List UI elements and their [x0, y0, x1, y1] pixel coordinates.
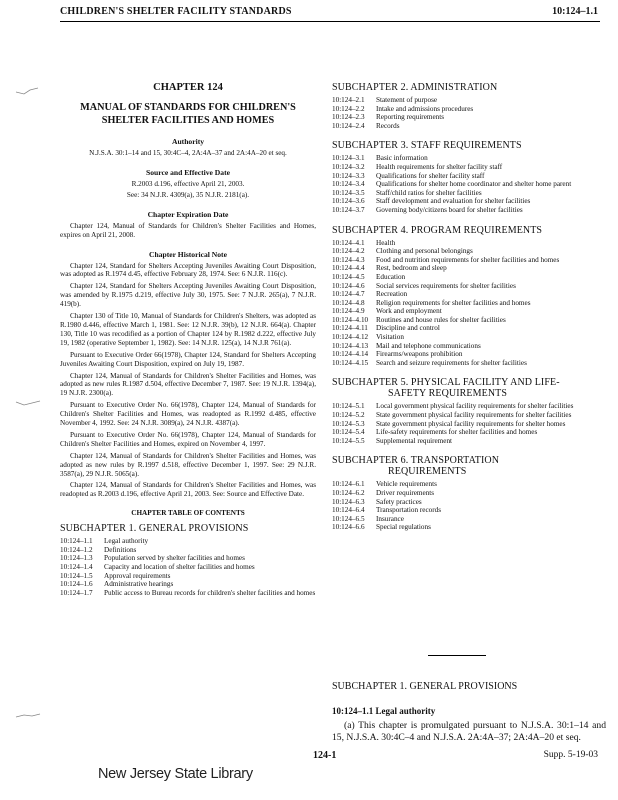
toc-item[interactable]: [60, 589, 316, 598]
toc-item-number: 10:124–3.5: [332, 188, 365, 197]
toc-item-number: 10:124–5.2: [332, 411, 365, 420]
toc-item-title: Food and nutrition requirements for shelter facilities and homes: [376, 255, 560, 264]
toc-item-number: 10:124–2.2: [332, 104, 365, 113]
toc-item-title: Transportation records: [376, 506, 442, 515]
history-para: Chapter 124, Manual of Standards for Children's Shelter Facilities and Homes, was readopted as R.2003 d.196, effective April 21, 2003. See: Source and Effective Date.: [60, 481, 316, 499]
toc-item[interactable]: [60, 554, 316, 563]
toc-item[interactable]: [332, 290, 606, 299]
toc-item[interactable]: [332, 342, 606, 351]
authority-text: N.J.S.A. 30:1–14 and 15, 30:4C–4, 2A:4A–37 and 2A:4A–20 et seq.: [89, 149, 287, 157]
chapter-subtitle: [60, 101, 316, 127]
subchapter-title: SUBCHAPTER 3. STAFF REQUIREMENTS: [332, 140, 522, 152]
toc-item[interactable]: [332, 154, 606, 163]
toc-item[interactable]: [332, 523, 606, 532]
toc-item-title: Administrative hearings: [104, 580, 174, 589]
toc-item-title: Staff development and evaluation for shelter facilities: [376, 197, 531, 206]
toc-item-number: 10:124–5.3: [332, 419, 365, 428]
toc-item-title: Search and seizure requirements for shelter facilities: [376, 358, 527, 367]
toc-item-title: Legal authority: [104, 537, 149, 546]
body-section-title: 10:124–1.1 Legal authority: [332, 706, 436, 716]
history-para: Chapter 124, Standard for Shelters Accepting Juveniles Awaiting Court Disposition, was adopted as R.1974 d.45, effective February 28, 1974. See: 6 N.J.R. 116(c).: [60, 261, 316, 279]
body-paragraph: (a) This chapter is promulgated pursuant to N.J.S.A. 30:1–14 and 15, N.J.S.A. 30:4C–4 and N.J.S.A. 2A:4A–37; 2A:4A–20 et seq.: [332, 720, 606, 744]
subchapter-heading: SUBCHAPTER 1. GENERAL PROVISIONS: [60, 523, 249, 535]
toc-item-number: 10:124–4.2: [332, 247, 365, 256]
toc-item[interactable]: [60, 563, 316, 572]
toc-list: [332, 480, 606, 532]
subchapter-heading: [332, 82, 606, 93]
subchapter-title-continued: SAFETY REQUIREMENTS: [388, 388, 508, 400]
toc-item-title: Social services requirements for shelter facilities: [376, 281, 516, 290]
subchapter-title: SUBCHAPTER 6. TRANSPORTATION: [332, 455, 500, 467]
toc-item-number: 10:124–1.2: [60, 545, 93, 554]
toc-item[interactable]: [332, 197, 606, 206]
header-rule: [60, 21, 600, 22]
toc-item[interactable]: [332, 359, 606, 368]
toc-item-number: 10:124–1.6: [60, 580, 93, 589]
toc-item[interactable]: [332, 163, 606, 172]
toc-item-title: Vehicle requirements: [376, 480, 437, 489]
section-divider: [428, 655, 486, 656]
toc-item-title: Records: [376, 121, 400, 130]
toc-item[interactable]: [332, 480, 606, 489]
toc-item-number: 10:124–3.3: [332, 171, 365, 180]
toc-item[interactable]: [332, 411, 606, 420]
supplement-date: Supp. 5-19-03: [543, 750, 598, 760]
toc-item[interactable]: [332, 180, 606, 189]
toc-heading: CHAPTER TABLE OF CONTENTS: [131, 509, 245, 518]
toc-item[interactable]: [332, 282, 606, 291]
toc-item[interactable]: [60, 580, 316, 589]
toc-item[interactable]: [332, 256, 606, 265]
toc-item-title: Public access to Bureau records for children's shelter facilities and homes: [104, 588, 316, 597]
toc-item-number: 10:124–3.6: [332, 197, 365, 206]
expiration-heading: Chapter Expiration Date: [147, 209, 229, 219]
history-para: Chapter 124, Manual of Standards for Children's Shelter Facilities and Homes, was adopted as new rules by R.1997 d.518, effective December 1, 1997. See: 29 N.J.R. 3587(a), 29 N.J.R. 5065(a).: [60, 451, 316, 478]
toc-item[interactable]: [332, 489, 606, 498]
toc-item-number: 10:124–5.4: [332, 428, 365, 437]
toc-item-number: 10:124–1.7: [60, 588, 93, 597]
history-para: Chapter 124, Manual of Standards for Children's Shelter Facilities and Homes, was adopted as new rules R.1987 d.504, effective December 7, 1987. See: 19 N.J.R. 1394(a), 19 N.J.R. 2300(a).: [60, 371, 316, 398]
toc-item-title: Approval requirements: [104, 571, 171, 580]
toc-item-title: Work and employment: [376, 307, 442, 316]
toc-item[interactable]: [332, 247, 606, 256]
right-column: [332, 82, 606, 532]
toc-item-number: 10:124–3.2: [332, 162, 365, 171]
toc-item-number: 10:124–4.11: [332, 324, 368, 333]
toc-item-title: Visitation: [376, 333, 404, 342]
toc-item-title: Clothing and personal belongings: [376, 247, 473, 256]
toc-item-title: Statement of purpose: [376, 96, 438, 104]
toc-item-number: 10:124–4.6: [332, 281, 365, 290]
toc-item-number: 10:124–3.1: [332, 154, 365, 163]
toc-item-title: Health: [376, 238, 396, 247]
toc-item[interactable]: [332, 498, 606, 507]
toc-item[interactable]: [332, 239, 606, 248]
toc-item[interactable]: [332, 316, 606, 325]
toc-item[interactable]: [332, 264, 606, 273]
toc-item-number: 10:124–4.10: [332, 315, 369, 324]
toc-item-title: Driver requirements: [376, 489, 435, 497]
toc-item[interactable]: [332, 307, 606, 316]
toc-item-number: 10:124–6.1: [332, 480, 365, 489]
toc-item-title: Insurance: [376, 514, 404, 523]
toc-item-number: 10:124–6.5: [332, 514, 365, 523]
toc-item[interactable]: [332, 113, 606, 122]
toc-item-number: 10:124–5.1: [332, 402, 365, 411]
toc-item-number: 10:124–5.5: [332, 436, 365, 445]
toc-item-title: Basic information: [376, 154, 428, 163]
toc-item-title: Safety practices: [376, 497, 422, 506]
toc-item-number: 10:124–4.13: [332, 341, 369, 350]
toc-item[interactable]: [332, 122, 606, 131]
library-stamp: New Jersey State Library: [98, 766, 253, 782]
toc-item-title: Rest, bedroom and sleep: [376, 264, 447, 273]
toc-item-number: 10:124–1.5: [60, 571, 93, 580]
history-para: Chapter 124, Standard for Shelters Accepting Juveniles Awaiting Court Disposition, was amended by R.1975 d.219, effective July 30, 1975. See: 7 N.J.R. 265(a), 7 N.J.R. 419(b).: [60, 282, 316, 309]
margin-scan-mark: [14, 710, 42, 720]
toc-item-title: Mail and telephone communications: [376, 341, 481, 350]
toc-item-title: Life-safety requirements for shelter facilities and homes: [376, 428, 538, 437]
toc-item[interactable]: [332, 420, 606, 429]
subchapter-heading: [332, 377, 606, 399]
toc-item-title: Governing body/citizens board for shelter facilities: [376, 205, 523, 214]
toc-list: [60, 537, 316, 597]
toc-item-number: 10:124–6.2: [332, 489, 365, 497]
toc-item-title: State government physical facility requirements for shelter homes: [376, 419, 566, 428]
toc-item-number: 10:124–4.4: [332, 264, 365, 273]
history-para: Chapter 130 of Title 10, Manual of Standards for Children's Shelters, was adopted as R.1980 d.446, effective March 1, 1981. See: 12 N.J.R. 39(b), 12 N.J.R. 664(a). Chapter 130, Title 10 was recodified as a portion of Chapter 124 by R.1982 d.222, effective July 19, 1982 (operative September 1, 1982). See: 14 N.J.R. 125(a), 14 N.J.R 761(a).: [60, 312, 316, 347]
toc-item-number: 10:124–4.5: [332, 272, 365, 281]
toc-item-number: 10:124–4.14: [332, 350, 369, 359]
toc-item[interactable]: [332, 515, 606, 524]
toc-item[interactable]: [332, 402, 606, 411]
toc-item-number: 10:124–4.8: [332, 298, 365, 307]
toc-item-title: Local government physical facility requirements for shelter facilities: [376, 402, 574, 411]
source-heading: Source and Effective Date: [145, 167, 230, 177]
source-line: See: 34 N.J.R. 4309(a), 35 N.J.R. 2181(a).: [126, 190, 250, 199]
subchapter-heading: [332, 455, 606, 477]
history-para: Pursuant to Executive Order No. 66(1978), Chapter 124, Manual of Standards for Children's Shelter Facilities and Homes, expired on November 4, 1997.: [60, 430, 316, 448]
toc-item-number: 10:124–6.4: [332, 506, 365, 515]
toc-item[interactable]: [332, 506, 606, 515]
chapter-title: CHAPTER 124: [153, 82, 223, 93]
toc-item[interactable]: [332, 189, 606, 198]
toc-item-number: 10:124–4.15: [332, 358, 369, 367]
toc-item-title: Intake and admissions procedures: [376, 104, 474, 113]
subchapter-heading: [332, 140, 606, 151]
toc-item-title: Staff/child ratios for shelter facilities: [376, 188, 482, 197]
toc-item-number: 10:124–3.4: [332, 180, 365, 189]
toc-item-title: Discipline and control: [376, 324, 440, 333]
toc-item-number: 10:124–4.9: [332, 307, 365, 316]
margin-scan-mark: [14, 86, 42, 96]
toc-item[interactable]: [332, 172, 606, 181]
toc-item[interactable]: [332, 428, 606, 437]
toc-item-number: 10:124–2.4: [332, 121, 365, 130]
toc-item-number: 10:124–3.7: [332, 205, 365, 214]
margin-scan-mark: [14, 398, 42, 408]
chapter-subtitle-line: MANUAL OF STANDARDS FOR CHILDREN'S: [80, 102, 296, 113]
body-subchapter-heading: SUBCHAPTER 1. GENERAL PROVISIONS: [332, 681, 518, 692]
toc-item[interactable]: [332, 273, 606, 282]
toc-item[interactable]: [332, 333, 606, 342]
toc-item[interactable]: [332, 299, 606, 308]
toc-item-title: Firearms/weapons prohibition: [376, 350, 463, 359]
toc-item-number: 10:124–2.1: [332, 96, 365, 104]
left-column: [60, 82, 316, 597]
toc-item-title: Education: [376, 272, 406, 281]
toc-item-title: Special regulations: [376, 523, 431, 532]
chapter-subtitle-line: SHELTER FACILITIES AND HOMES: [101, 115, 275, 126]
toc-item-number: 10:124–4.1: [332, 238, 365, 247]
subchapter-title: SUBCHAPTER 5. PHYSICAL FACILITY AND LIFE-: [332, 377, 560, 389]
toc-item-title: Routines and house rules for shelter facilities: [376, 315, 506, 324]
toc-item-title: State government physical facility requirements for shelter facilities: [376, 411, 572, 420]
history-heading: Chapter Historical Note: [149, 249, 227, 259]
toc-item-number: 10:124–2.3: [332, 113, 365, 122]
toc-item[interactable]: [332, 206, 606, 215]
subchapter-title: SUBCHAPTER 4. PROGRAM REQUIREMENTS: [332, 224, 543, 236]
toc-item[interactable]: [332, 350, 606, 359]
toc-item-title: Health requirements for shelter facility staff: [376, 162, 503, 171]
toc-item-title: Qualifications for shelter home coordinator and shelter home parent: [376, 180, 572, 189]
toc-item-title: Capacity and location of shelter facilities and homes: [104, 563, 255, 572]
toc-item[interactable]: [60, 572, 316, 581]
toc-item[interactable]: [60, 546, 316, 555]
toc-item[interactable]: [332, 96, 606, 105]
toc-item-title: Recreation: [376, 290, 408, 299]
toc-item-number: 10:124–4.3: [332, 255, 365, 264]
toc-item-title: Reporting requirements: [376, 113, 445, 122]
subchapter-title: SUBCHAPTER 2. ADMINISTRATION: [332, 82, 498, 93]
history-para: Pursuant to Executive Order 66(1978), Chapter 124, Standard for Shelters Accepting Juveniles Awaiting Court Disposition, expired on July 19, 1987.: [60, 350, 316, 368]
toc-item-number: 10:124–1.4: [60, 563, 93, 572]
toc-list: [332, 239, 606, 368]
toc-item[interactable]: [332, 105, 606, 114]
toc-list: [332, 402, 606, 445]
toc-item[interactable]: [60, 537, 316, 546]
toc-item-number: 10:124–1.3: [60, 554, 93, 563]
toc-item-number: 10:124–1.1: [60, 537, 93, 546]
authority-heading: Authority: [171, 137, 205, 146]
toc-item-title: Religion requirements for shelter facilities and homes: [376, 298, 531, 307]
toc-item-title: Supplemental requirement: [376, 436, 453, 445]
toc-item-title: Definitions: [104, 545, 137, 554]
toc-item-number: 10:124–6.3: [332, 497, 365, 506]
page-number: 124-1: [313, 750, 337, 761]
toc-item-number: 10:124–4.7: [332, 290, 365, 299]
subchapter-title-continued: REQUIREMENTS: [388, 466, 467, 478]
source-line: R.2003 d.196, effective April 21, 2003.: [131, 179, 245, 188]
running-header-section: 10:124–1.1: [552, 6, 598, 17]
toc-item-number: 10:124–4.12: [332, 333, 369, 342]
history-para: Pursuant to Executive Order No. 66(1978), Chapter 124, Manual of Standards for Children's Shelter Facilities and Homes, was readopted as R.1992 d.485, effective November 4, 1992. See: 24 N.J.R. 3089(a), 24 N.J.R. 4387(a).: [60, 401, 316, 428]
running-header-title: CHILDREN'S SHELTER FACILITY STANDARDS: [60, 6, 292, 17]
toc-item-title: Qualifications for shelter facility staff: [376, 171, 485, 180]
toc-item-title: Population served by shelter facilities and homes: [104, 554, 245, 563]
toc-item-number: 10:124–6.6: [332, 523, 365, 532]
toc-list: [332, 154, 606, 214]
toc-list: [332, 96, 606, 130]
subchapter-heading: [332, 225, 606, 236]
toc-item[interactable]: [332, 437, 606, 446]
expiration-text: Chapter 124, Manual of Standards for Children's Shelter Facilities and Homes, expires on April 21, 2008.: [60, 221, 316, 239]
toc-item[interactable]: [332, 324, 606, 333]
